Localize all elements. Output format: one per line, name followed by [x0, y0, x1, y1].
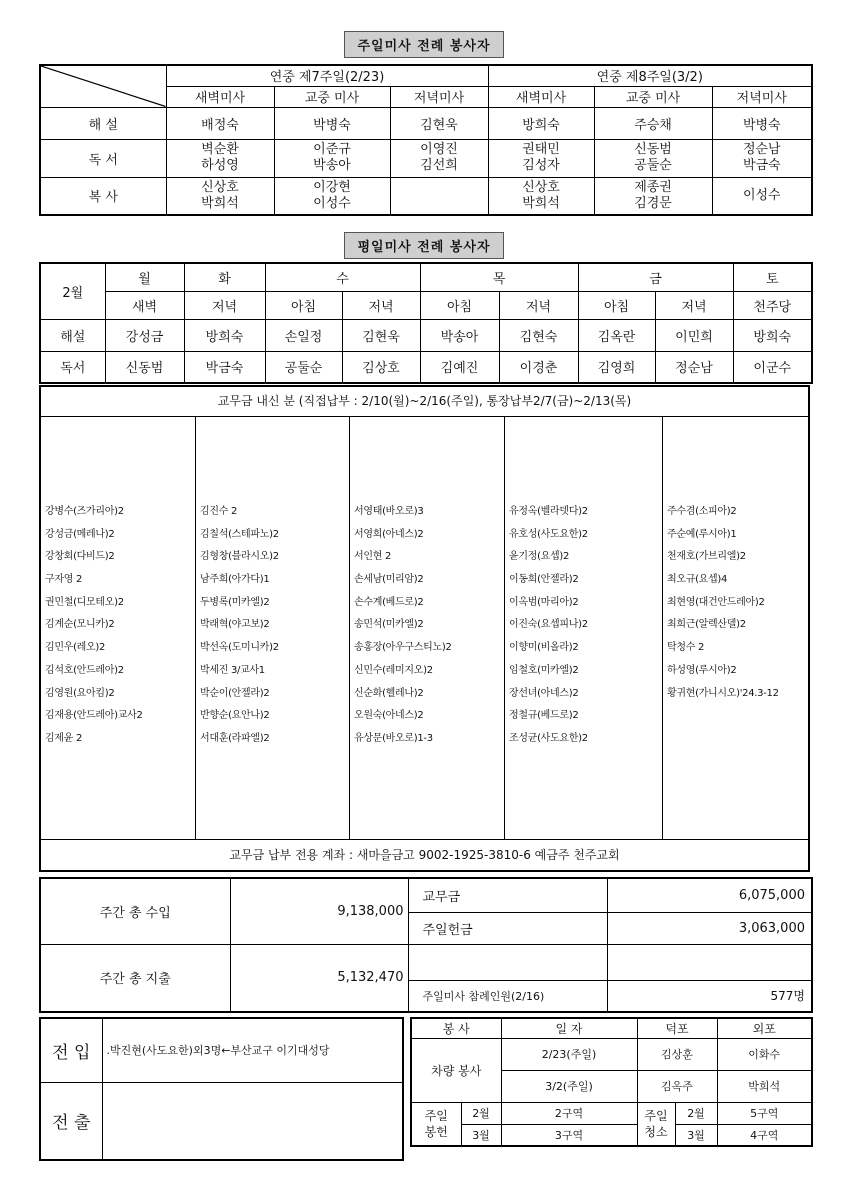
donor-item: 주순예(루시아)1	[667, 528, 737, 540]
assignee-cell: 신동범	[105, 351, 184, 383]
time-header: 천주당	[733, 291, 812, 319]
time-header: 아침	[420, 291, 499, 319]
finance-item-label	[408, 944, 607, 980]
donor-item: 강성금(메레나)2	[45, 528, 115, 540]
donor-item: 최현영(대건안드레아)2	[667, 596, 765, 608]
time-header: 새벽	[105, 291, 184, 319]
header-dukpo: 덕포	[637, 1018, 717, 1038]
month-label: 2월	[40, 263, 105, 319]
assignee-cell: 이성수	[712, 177, 812, 215]
cleaning-district: 5구역	[717, 1102, 812, 1124]
donor-item: 천재호(가브리엘)2	[667, 551, 746, 563]
attendance-label: 주일미사 참례인원(2/16)	[408, 980, 607, 1012]
assignee-cell: 김현욱	[342, 319, 420, 351]
mass-header: 새벽미사	[166, 86, 274, 107]
donor-item: 김재용(안드레아)교사2	[45, 710, 143, 722]
donor-item: 김진수 2	[200, 506, 238, 517]
donor-item: 구자영 2	[45, 574, 83, 586]
assignee-cell: 김영희	[578, 351, 655, 383]
bongheon-month: 2월	[461, 1102, 501, 1124]
assignee-cell: 박금숙	[184, 351, 265, 383]
assignee-cell: 방희숙	[733, 319, 812, 351]
assignee-cell: 방희숙	[184, 319, 265, 351]
donor-list	[200, 501, 348, 751]
donor-item: 주수겸(소피아)2	[667, 506, 737, 517]
expense-value: 5,132,470	[230, 944, 408, 1012]
donor-list	[45, 501, 193, 751]
donor-item: 박세진 3/교사1	[200, 664, 265, 676]
donor-item: 박순이(안젤라)2	[200, 687, 270, 699]
day-header: 수	[265, 263, 420, 291]
vehicle-service-label: 차량 봉사	[411, 1038, 501, 1102]
day-header: 목	[420, 263, 578, 291]
vehicle-date: 2/23(주일)	[501, 1038, 637, 1070]
vehicle-dukpo: 김상훈	[637, 1038, 717, 1070]
time-header: 저녁	[342, 291, 420, 319]
sunday-title: 주일미사 전례 봉사자	[344, 31, 503, 58]
assignee-cell: 이영진 김선희	[390, 139, 488, 177]
bongheon-district: 2구역	[501, 1102, 637, 1124]
finance-item-value	[607, 944, 812, 980]
assignee-cell: 김현숙	[499, 319, 578, 351]
weekday-section-title	[0, 232, 848, 259]
finance-item-value: 6,075,000	[607, 878, 812, 912]
donor-item: 오원숙(아네스)2	[354, 710, 424, 722]
role-label: 복 사	[40, 177, 166, 215]
attendance-value: 577명	[607, 980, 812, 1012]
donor-list	[667, 501, 807, 705]
assignee-cell: 이군수	[733, 351, 812, 383]
weekday-table	[39, 262, 813, 384]
cleaning-month: 2월	[675, 1102, 717, 1124]
vehicle-date: 3/2(주일)	[501, 1070, 637, 1102]
bongheon-district: 3구역	[501, 1124, 637, 1146]
donor-column	[41, 417, 195, 839]
donor-item: 두병록(미카엘)2	[200, 596, 270, 608]
donor-item: 장선녀(아네스)2	[509, 687, 579, 699]
donor-item: 이옥범(마리아)2	[509, 596, 579, 608]
assignee-cell: 배정숙	[166, 107, 274, 139]
header-date: 일 자	[501, 1018, 637, 1038]
transfer-out-text	[102, 1082, 403, 1160]
assignee-cell: 방희숙	[488, 107, 594, 139]
time-header: 저녁	[184, 291, 265, 319]
assignee-cell: 김예진	[420, 351, 499, 383]
header-oepo: 외포	[717, 1018, 812, 1038]
time-header: 아침	[578, 291, 655, 319]
service-table	[410, 1017, 813, 1147]
sunday-section-title	[0, 31, 848, 58]
assignee-cell: 벽순환 하성영	[166, 139, 274, 177]
donor-item: 김칠석(스테파노)2	[200, 528, 279, 540]
assignee-cell: 권태민 김성자	[488, 139, 594, 177]
vehicle-oepo: 이화수	[717, 1038, 812, 1070]
donor-item: 신민수(레미지오)2	[354, 664, 433, 676]
transfer-table	[39, 1017, 404, 1161]
assignee-cell: 손일정	[265, 319, 342, 351]
donor-item: 김민우(레오)2	[45, 642, 106, 654]
time-header: 저녁	[655, 291, 733, 319]
bongheon-label: 주일 봉헌	[411, 1102, 461, 1146]
donor-item: 최오규(요셉)4	[667, 574, 728, 586]
time-header: 저녁	[499, 291, 578, 319]
donor-item: 김제윤 2	[45, 732, 83, 744]
role-label: 독서	[40, 351, 105, 383]
donor-item: 손수계(베드로)2	[354, 596, 424, 608]
donor-item: 이동희(안젤라)2	[509, 574, 579, 586]
transfer-in-label: 전 입	[40, 1018, 102, 1082]
donor-item: 신순화(헬레나)2	[354, 687, 424, 699]
time-header: 아침	[265, 291, 342, 319]
assignee-cell: 이경춘	[499, 351, 578, 383]
donor-item: 송민석(미카엘)2	[354, 619, 424, 631]
assignee-cell: 이강현 이성수	[274, 177, 390, 215]
day-header: 토	[733, 263, 812, 291]
cleaning-month: 3월	[675, 1124, 717, 1146]
role-label: 해설	[40, 319, 105, 351]
assignee-cell: 신상호 박희석	[166, 177, 274, 215]
vehicle-dukpo: 김옥주	[637, 1070, 717, 1102]
donor-item: 하성영(루시아)2	[667, 664, 737, 676]
finance-table	[39, 877, 813, 1013]
assignee-cell: 김옥란	[578, 319, 655, 351]
donor-item: 박선옥(도미니카)2	[200, 642, 279, 654]
expense-label: 주간 총 지출	[40, 944, 230, 1012]
assignee-cell: 이준규 박송아	[274, 139, 390, 177]
assignee-cell: 김현욱	[390, 107, 488, 139]
diagonal-line	[41, 66, 166, 107]
mass-header: 교중 미사	[594, 86, 712, 107]
finance-item-label: 주일헌금	[408, 912, 607, 944]
donor-item: 서영희(아네스)2	[354, 528, 424, 540]
mass-header: 교중 미사	[274, 86, 390, 107]
mass-header: 새벽미사	[488, 86, 594, 107]
donor-item: 유정옥(벨라뎃다)2	[509, 506, 588, 517]
donor-item: 김형창(블라시오)2	[200, 551, 279, 563]
bongheon-month: 3월	[461, 1124, 501, 1146]
donor-item: 박래혁(야고보)2	[200, 619, 270, 631]
day-header: 화	[184, 263, 265, 291]
donor-item: 김영원(요아킴)2	[45, 687, 115, 699]
donor-item: 김계순(모니카)2	[45, 619, 115, 631]
donor-item: 윤기정(요셉)2	[509, 551, 570, 563]
donor-item: 권민철(디모테오)2	[45, 596, 124, 608]
donor-item: 이진숙(요셉피나)2	[509, 619, 588, 631]
donor-item: 강병수(즈가리아)2	[45, 506, 124, 517]
donor-item: 이향미(비올라)2	[509, 642, 579, 654]
assignee-cell: 박병숙	[712, 107, 812, 139]
mass-header: 저녁미사	[712, 86, 812, 107]
assignee-cell: 박병숙	[274, 107, 390, 139]
transfer-in-text: .박진현(사도요한)외3명←부산교구 이기대성당	[102, 1018, 403, 1082]
donor-item: 임철호(미카엘)2	[509, 664, 579, 676]
assignee-cell: 김상호	[342, 351, 420, 383]
donor-item: 조성균(사도요한)2	[509, 732, 588, 744]
day-header: 금	[578, 263, 733, 291]
assignee-cell: 신상호 박희석	[488, 177, 594, 215]
donor-item: 반향순(요안나)2	[200, 710, 270, 722]
income-label: 주간 총 수입	[40, 878, 230, 944]
donor-list-title: 교무금 내신 분 (직접납부 : 2/10(월)~2/16(주일), 통장납부2/7(금)~2/13(목)	[41, 387, 808, 417]
assignee-cell: 이민희	[655, 319, 733, 351]
donor-list-box	[39, 385, 810, 872]
donor-item: 송홍장(아우구스티노)2	[354, 642, 452, 654]
donor-item: 서영태(바오로)3	[354, 506, 424, 517]
assignee-cell: 강성금	[105, 319, 184, 351]
day-header: 월	[105, 263, 184, 291]
donor-item: 서인현 2	[354, 551, 392, 563]
assignee-cell: 정순남	[655, 351, 733, 383]
assignee-cell	[390, 177, 488, 215]
donor-item: 남주희(아가다)1	[200, 574, 270, 586]
assignee-cell: 공둘순	[265, 351, 342, 383]
donor-item: 탁청수 2	[667, 642, 705, 654]
transfer-out-label: 전 출	[40, 1082, 102, 1160]
corner-cell	[40, 65, 166, 107]
donor-item: 강창회(다비드)2	[45, 551, 115, 563]
donor-list	[354, 501, 503, 751]
donor-item: 최희근(알렉산델)2	[667, 619, 746, 631]
donor-item: 서대훈(라파엘)2	[200, 732, 270, 744]
donor-item: 김석호(안드레아)2	[45, 664, 124, 676]
donor-list	[509, 501, 661, 751]
donor-column	[349, 417, 505, 839]
week-1-header: 연중 제7주일(2/23)	[166, 65, 488, 86]
weekday-title: 평일미사 전례 봉사자	[344, 232, 503, 259]
donor-column	[662, 417, 809, 839]
account-info: 교무금 납부 전용 계좌 : 새마을금고 9002-1925-3810-6 예금주 천주교회	[41, 839, 808, 870]
assignee-cell: 주승채	[594, 107, 712, 139]
role-label: 독 서	[40, 139, 166, 177]
donor-column	[504, 417, 663, 839]
assignee-cell: 신동범 공둘순	[594, 139, 712, 177]
donor-item: 손세남(미리암)2	[354, 574, 424, 586]
donor-item: 정철규(베드로)2	[509, 710, 579, 722]
donor-item: 유상문(바오로)1-3	[354, 732, 433, 744]
assignee-cell: 제종권 김경문	[594, 177, 712, 215]
header-service: 봉 사	[411, 1018, 501, 1038]
finance-item-value: 3,063,000	[607, 912, 812, 944]
week-2-header: 연중 제8주일(3/2)	[488, 65, 812, 86]
donor-column	[195, 417, 350, 839]
finance-item-label: 교무금	[408, 878, 607, 912]
donor-item: 유호성(사도요한)2	[509, 528, 588, 540]
role-label: 해 설	[40, 107, 166, 139]
cleaning-district: 4구역	[717, 1124, 812, 1146]
vehicle-oepo: 박희석	[717, 1070, 812, 1102]
sunday-table	[39, 64, 813, 216]
assignee-cell: 박송아	[420, 319, 499, 351]
income-value: 9,138,000	[230, 878, 408, 944]
mass-header: 저녁미사	[390, 86, 488, 107]
donor-item: 황귀현(가니시오)'24.3-12	[667, 687, 779, 699]
assignee-cell: 정순남 박금숙	[712, 139, 812, 177]
cleaning-label: 주일 청소	[637, 1102, 675, 1146]
